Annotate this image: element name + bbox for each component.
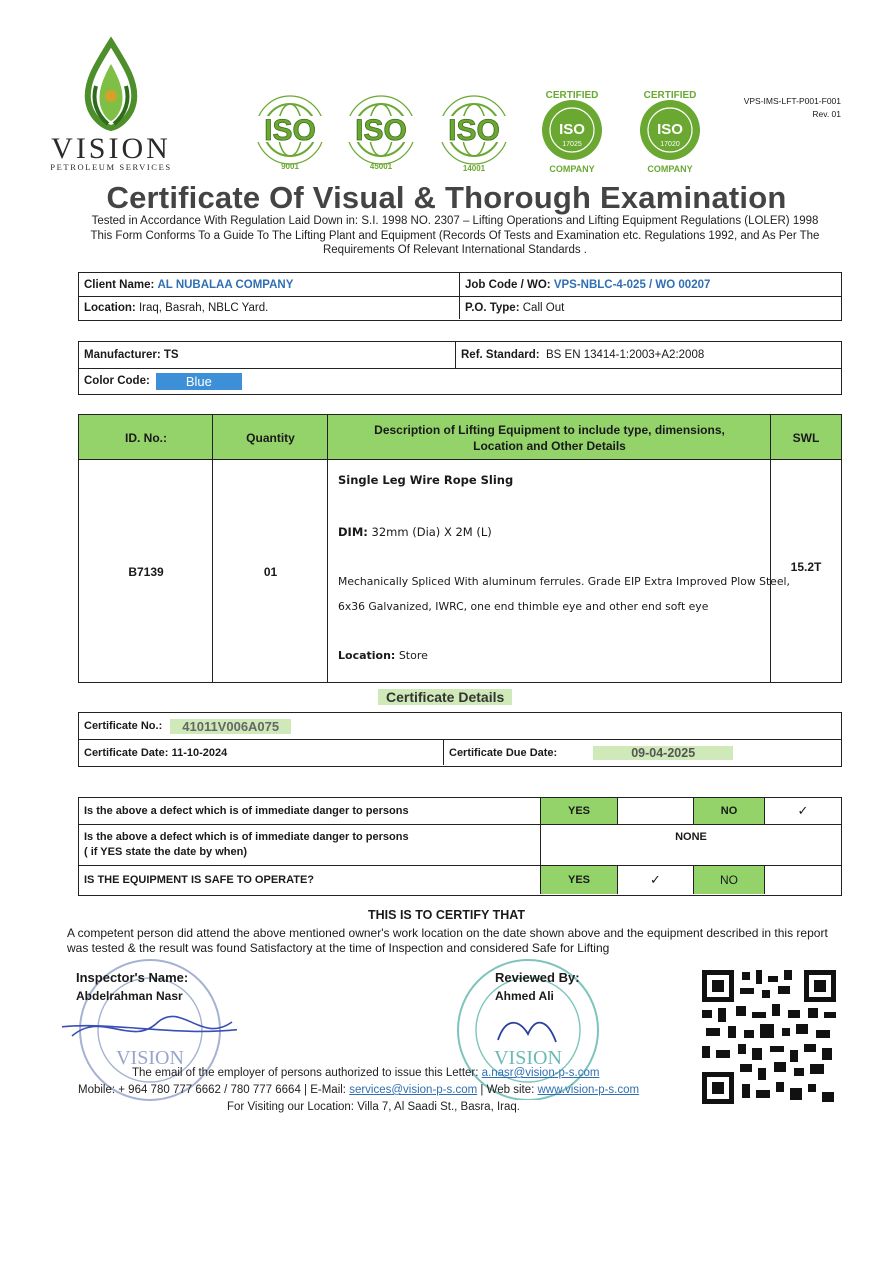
svg-text:17025: 17025 <box>562 141 582 148</box>
certificate-due-date-label: Certificate Due Date: <box>449 746 558 759</box>
address-line: For Visiting our Location: Villa 7, Al Saadi St., Basra, Iraq. <box>227 1101 520 1113</box>
certificate-due-date-value: 09-04-2025 <box>593 746 733 760</box>
job-code-label: Job Code / WO: <box>465 278 551 291</box>
question-defect-danger: Is the above a defect which is of immediate danger to persons <box>84 805 409 817</box>
equipment-location-label: Location: <box>338 649 396 662</box>
qr-code-icon <box>700 968 838 1106</box>
services-email-link[interactable]: services@vision-p-s.com <box>349 1084 478 1096</box>
header-swl: SWL <box>792 430 820 445</box>
equipment-type: Single Leg Wire Rope Sling <box>338 473 514 487</box>
header-description-line: Description of Lifting Equipment to include type, dimensions, <box>374 422 725 437</box>
iso-9001-badge <box>242 84 338 178</box>
intro-line: Requirements Of Relevant International Standards . <box>322 244 587 256</box>
defect-questions-table <box>78 797 842 896</box>
certificate-date-field <box>79 740 443 765</box>
intro-line: Tested in Accordance With Regulation Laid Down in: S.I. 1998 NO. 2307 – Lifting Operations and Lifting Equipment Regulations (LOLER) 1998 <box>91 215 819 227</box>
client-name-label: Client Name: <box>84 278 155 291</box>
location-label: Location: <box>84 302 136 314</box>
brand-subtitle: PETROLEUM SERVICES <box>50 162 172 172</box>
brand-name: VISION <box>51 132 171 165</box>
question-defect-date-line: Is the above a defect which is of immediate danger to persons <box>84 831 409 843</box>
color-code-value: Blue <box>156 373 242 390</box>
certificate-details-title: Certificate Details <box>378 689 512 705</box>
location-value: Iraq, Basrah, NBLC Yard. <box>138 302 269 314</box>
qr-code[interactable] <box>700 968 838 1106</box>
q3-no-cell: NO <box>694 866 764 894</box>
po-type-field <box>460 297 564 319</box>
certified-seal-icon <box>524 84 620 178</box>
svg-text:COMPANY: COMPANY <box>647 164 693 174</box>
po-type-value: Call Out <box>522 302 565 314</box>
certificate-date-value: 11-10-2024 <box>171 746 228 759</box>
iso-number: 45001 <box>369 162 393 171</box>
ref-standard-label: Ref. Standard: <box>461 349 540 361</box>
svg-text:COMPANY: COMPANY <box>549 164 595 174</box>
client-name-field <box>79 273 459 296</box>
svg-text:ISO: ISO <box>448 114 500 147</box>
color-code-field <box>79 369 242 393</box>
inspector-label: Inspector's Name: <box>76 970 189 985</box>
client-info-box <box>78 272 842 321</box>
svg-text:ISO: ISO <box>559 121 585 138</box>
equipment-id: B7139 <box>128 565 164 579</box>
question-safe-to-operate: IS THE EQUIPMENT IS SAFE TO OPERATE? <box>84 874 315 886</box>
header-description <box>328 415 771 460</box>
q1-no-checkmark: ✓ <box>797 803 809 818</box>
ref-standard-value: BS EN 13414-1:2003+A2:2008 <box>545 349 705 361</box>
header-id: ID. No.: <box>125 430 167 445</box>
equipment-swl: 15.2T <box>790 560 822 574</box>
equipment-spec-line: 6x36 Galvanized, IWRC, one end thimble eye and other end soft eye <box>338 600 709 613</box>
job-code-field <box>460 273 710 296</box>
dim-value: 32mm (Dia) X 2M (L) <box>371 525 492 539</box>
iso-14001-badge <box>426 84 522 178</box>
job-code-value: VPS-NBLC-4-025 / WO 00207 <box>553 278 711 291</box>
inspector-name: Abdelrahman Nasr <box>76 989 183 1003</box>
certified-seal-icon <box>622 84 718 178</box>
intro-line: This Form Conforms To a Guide To The Lifting Plant and Equipment (Records Of Tests and Examination etc. Regulations 1992, and As Per The <box>90 229 820 242</box>
certificate-number-value: 41011V006A075 <box>170 719 291 734</box>
header-description-line: Location and Other Details <box>473 438 626 453</box>
contact-line <box>78 1084 639 1096</box>
header-quantity: Quantity <box>246 430 295 445</box>
iso-number: 14001 <box>462 164 486 173</box>
vision-logo <box>36 36 186 176</box>
authorized-email-link[interactable]: a.nasr@vision-p-s.com <box>481 1067 600 1079</box>
question-defect-date <box>79 825 409 865</box>
question-defect-date-line: ( if YES state the date by when) <box>84 846 247 858</box>
svg-text:CERTIFIED: CERTIFIED <box>545 90 599 101</box>
reviewer-label: Reviewed By: <box>495 970 580 985</box>
q3-yes-checkmark: ✓ <box>650 872 661 887</box>
form-code-number: VPS-IMS-LFT-P001-F001 <box>743 96 841 106</box>
manufacturer-field <box>79 342 455 368</box>
iso-number: 9001 <box>281 162 299 171</box>
certificate-due-date-field <box>444 740 733 765</box>
website-link[interactable]: www.vision-p-s.com <box>537 1084 640 1096</box>
svg-text:VISION: VISION <box>116 1047 184 1069</box>
reviewer-name: Ahmed Ali <box>495 989 554 1003</box>
q3-yes-cell: YES <box>541 866 617 894</box>
manufacturer-value: TS <box>163 349 179 361</box>
client-name-value: AL NUBALAA COMPANY <box>157 278 294 291</box>
equipment-spec-line: Mechanically Spliced With aluminum ferrules. Grade EIP Extra Improved Plow Steel, <box>338 575 790 588</box>
equipment-quantity: 01 <box>263 565 278 579</box>
certify-title: THIS IS TO CERTIFY THAT <box>368 908 525 922</box>
authorized-email-prefix: The email of the employer of persons authorized to issue this Letter: <box>132 1067 479 1079</box>
svg-text:CERTIFIED: CERTIFIED <box>643 90 697 101</box>
svg-text:17020: 17020 <box>660 141 680 148</box>
equipment-location <box>338 649 428 662</box>
website-label: | Web site: <box>480 1084 535 1096</box>
certify-line: was tested & the result was found Satisfactory at the time of Inspection and considered Safe for Lifting <box>67 941 610 955</box>
location-field <box>79 297 459 319</box>
iso-17025-badge <box>524 84 620 178</box>
authorized-email-line <box>132 1067 599 1079</box>
ref-standard-field <box>456 342 704 368</box>
color-code-label: Color Code: <box>84 375 150 387</box>
equipment-table <box>78 414 842 683</box>
flame-icon <box>36 36 186 136</box>
intro-text <box>60 214 850 258</box>
manufacturer-label: Manufacturer: <box>84 349 161 361</box>
mobile-text: Mobile: + 964 780 777 6662 / 780 777 6664 | E-Mail: <box>78 1084 346 1096</box>
certificate-date-label: Certificate Date: <box>84 746 169 759</box>
po-type-label: P.O. Type: <box>465 302 520 314</box>
manufacturer-box <box>78 341 842 395</box>
iso-45001-badge <box>333 84 429 178</box>
dim-label: DIM: <box>338 525 368 539</box>
q2-answer: NONE <box>675 831 707 843</box>
svg-text:VISION: VISION <box>494 1047 562 1069</box>
q1-yes-cell: YES <box>541 798 617 824</box>
svg-text:ISO: ISO <box>355 114 407 147</box>
iso-17020-badge <box>622 84 718 178</box>
svg-text:ISO: ISO <box>264 114 316 147</box>
q1-no-cell: NO <box>694 798 764 824</box>
page-title: Certificate Of Visual & Thorough Examination <box>106 180 787 215</box>
certificate-number-field <box>79 713 291 739</box>
form-code <box>744 95 841 121</box>
svg-text:ISO: ISO <box>657 121 683 138</box>
equipment-location-value: Store <box>398 649 428 662</box>
form-revision: Rev. 01 <box>812 109 841 119</box>
equipment-dimensions <box>338 525 492 539</box>
certify-line: A competent person did attend the above mentioned owner's work location on the date shown above and the equipment described in this report <box>67 926 828 940</box>
certificate-box <box>78 712 842 767</box>
certificate-number-label: Certificate No.: <box>84 720 163 732</box>
